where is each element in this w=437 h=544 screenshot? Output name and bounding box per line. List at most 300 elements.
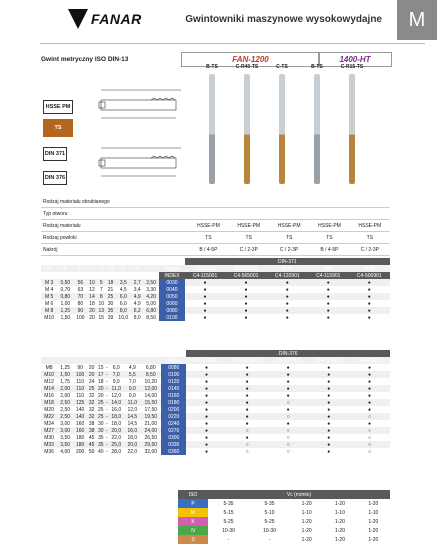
availability-mark: ●: [349, 293, 390, 300]
table-cell: 32,00: [144, 448, 158, 455]
table-spacer: [41, 272, 159, 279]
table-cell: -: [105, 385, 108, 392]
table-cell: 4,20: [143, 293, 159, 300]
iso-group-swatch: K: [178, 517, 208, 526]
index-code: C4-500901: [349, 272, 390, 279]
table-cell: 15,50: [140, 399, 161, 406]
table-cell: 20: [98, 385, 104, 392]
index-row: [41, 357, 390, 364]
availability-mark: ●: [203, 314, 207, 321]
table-cell: 24: [88, 378, 95, 385]
availability-mark: ●: [244, 314, 248, 321]
table-cell: M30: [44, 434, 54, 441]
column-header: L1: [89, 265, 95, 272]
availability-mark: ●: [367, 420, 371, 427]
property-label: Rodzaj powłoki: [41, 232, 177, 244]
table-cell: M20: [44, 406, 54, 413]
table-cell: 1,25: [60, 364, 71, 371]
availability-mark: ●: [203, 300, 207, 307]
table-cell: 14,5: [124, 413, 140, 420]
availability-mark: ●: [327, 448, 331, 455]
availability-mark: ●: [367, 406, 371, 413]
availability-mark: ●: [186, 385, 226, 392]
table-row: [41, 399, 390, 406]
table-cell: M10: [44, 314, 54, 321]
property-spacer: [177, 220, 188, 232]
property-spacer: [177, 232, 188, 244]
table-cell: 18: [107, 279, 114, 286]
property-value: TS: [229, 232, 269, 244]
table-cell: -: [105, 413, 108, 420]
vc-value: 1-20: [301, 527, 312, 534]
table-cell: 18,0: [108, 413, 124, 420]
article-code: 0360: [161, 448, 186, 455]
article-code: 0180: [161, 399, 186, 406]
table-cell: 8,0: [115, 307, 131, 314]
vc-value: 1-20: [334, 500, 345, 507]
table-cell: 4,9: [128, 364, 136, 371]
table-cell: 38: [88, 420, 95, 427]
column-header: 6HX: [267, 265, 308, 272]
table-cell: 9,0: [128, 392, 136, 399]
table-cell: 28,0: [111, 448, 122, 455]
vc-value: 1-10: [334, 509, 345, 516]
table-cell: 24,00: [140, 427, 161, 434]
table-cell: 22,0: [127, 448, 138, 455]
table-cell: 19,50: [140, 413, 161, 420]
table-cell: 80: [77, 300, 84, 307]
table-cell: 6,0: [112, 364, 120, 371]
section-tab[interactable]: M: [397, 0, 437, 40]
table-cell: 32: [88, 399, 95, 406]
property-value: HSSE-PM: [350, 220, 390, 232]
table-cell: -: [105, 378, 108, 385]
table-cell: 25,0: [108, 441, 124, 448]
availability-mark: ●: [309, 399, 349, 406]
availability-mark: ●: [349, 385, 390, 392]
availability-mark: ●: [367, 286, 371, 293]
availability-mark: ○: [349, 427, 390, 434]
table-cell: 1,75: [60, 378, 71, 385]
availability-mark: ●: [186, 371, 226, 378]
table-cell: 0,80: [57, 293, 73, 300]
availability-mark: ○: [349, 441, 390, 448]
availability-mark: ●: [367, 378, 371, 385]
table-cell: M16: [44, 392, 54, 399]
table-cell: 30: [107, 300, 114, 307]
availability-mark: ○: [268, 427, 309, 434]
table-row: [41, 448, 390, 455]
table-cell: 35: [107, 307, 114, 314]
article-code: 0240: [161, 420, 186, 427]
table-cell: 15: [98, 314, 105, 321]
availability-mark: ●: [349, 371, 390, 378]
table-cell: 3,30: [146, 286, 156, 293]
availability-mark: ○: [286, 434, 290, 441]
availability-mark: ●: [286, 364, 290, 371]
tool-type-label: C-R15-TS: [340, 64, 364, 70]
table-row: [41, 307, 390, 314]
column-header: 6HX: [349, 265, 390, 272]
table-row: [41, 420, 390, 427]
table-cell: 26,50: [144, 434, 158, 441]
tool-image: [209, 74, 215, 184]
vc-value: 1-20: [368, 500, 379, 507]
table-cell: 11,0: [124, 399, 140, 406]
din376-badge: DIN 376: [43, 171, 67, 185]
availability-mark: ●: [227, 385, 268, 392]
availability-mark: ●: [285, 300, 289, 307]
table-cell: -: [105, 371, 108, 378]
table-cell: -: [105, 434, 108, 441]
properties-table: [41, 196, 390, 256]
availability-mark: ●: [225, 293, 266, 300]
property-row: [41, 220, 390, 232]
article-code: 0100: [159, 314, 184, 321]
column-header: P: [57, 265, 73, 272]
iso-group-swatch: S: [178, 535, 208, 544]
table-cell: 8,0: [133, 314, 141, 321]
table-cell: 25: [98, 406, 104, 413]
availability-mark: ●: [205, 364, 209, 371]
availability-mark: ●: [309, 371, 349, 378]
availability-mark: ●: [286, 420, 290, 427]
table-cell: 18: [98, 378, 104, 385]
article-code: 0300: [161, 434, 186, 441]
din371-table: [41, 258, 390, 321]
tool-images: [192, 64, 392, 186]
availability-mark: ○: [227, 427, 268, 434]
table-cell: M 3: [41, 279, 57, 286]
property-row: [41, 232, 390, 244]
table-cell: 40: [98, 448, 104, 455]
table-cell: 16,0: [124, 427, 140, 434]
vc-value: 5-25: [264, 518, 275, 525]
availability-mark: ●: [367, 300, 371, 307]
table-spacer: [41, 357, 161, 364]
availability-mark: ●: [326, 286, 330, 293]
availability-mark: ●: [285, 314, 289, 321]
table-row: [41, 371, 390, 378]
table-cell: M 4: [44, 286, 54, 293]
table-cell: 3,50: [60, 434, 71, 441]
column-header: 6HX: [308, 265, 349, 272]
property-label: Rodzaj materiału obrabianego: [41, 196, 177, 208]
vc-value: 1-20: [368, 518, 379, 525]
table-cell: M33: [41, 441, 57, 448]
table-cell: M 5: [41, 293, 57, 300]
table-cell: 21: [107, 286, 114, 293]
availability-mark: ●: [186, 399, 226, 406]
table-din-row: [41, 350, 390, 357]
table-cell: 10: [89, 279, 95, 286]
table-cell: 1,50: [57, 371, 73, 378]
article-code: 0050: [159, 293, 184, 300]
table-cell: 10,0: [118, 314, 129, 321]
table-cell: 63: [77, 286, 84, 293]
table-cell: 12,00: [140, 385, 161, 392]
property-value: B / 4-5P: [188, 244, 228, 256]
table-cell: 20: [88, 364, 95, 371]
availability-mark: ●: [326, 314, 330, 321]
tap-drawing: [96, 68, 196, 188]
availability-mark: ●: [308, 293, 349, 300]
table-cell: 3,00: [60, 420, 71, 427]
availability-mark: ○: [268, 441, 309, 448]
table-cell: 110: [73, 385, 87, 392]
vc-row: [178, 508, 390, 517]
availability-mark: ●: [244, 300, 248, 307]
availability-mark: ●: [326, 300, 330, 307]
table-cell: 18,0: [127, 434, 138, 441]
table-cell: 32: [88, 392, 95, 399]
availability-mark: ●: [327, 364, 331, 371]
table-cell: 1,00: [60, 300, 71, 307]
table-header-row: [41, 265, 390, 272]
property-row: [41, 208, 390, 220]
property-value: [269, 196, 309, 208]
table-cell: 12,0: [127, 406, 138, 413]
property-value: [350, 196, 390, 208]
table-cell: 11,0: [108, 385, 124, 392]
table-cell: 38: [88, 427, 95, 434]
tool-image: [314, 74, 320, 184]
table-cell: 2,50: [57, 413, 73, 420]
table-cell: 2,50: [57, 399, 73, 406]
vc-value: 5-25: [223, 518, 234, 525]
table-cell: 4,00: [60, 448, 71, 455]
table-cell: 14,0: [108, 399, 124, 406]
article-code: 0330: [161, 441, 186, 448]
property-value: C / 2-3P: [229, 244, 269, 256]
availability-mark: ●: [327, 378, 331, 385]
table-cell: M27: [41, 427, 57, 434]
property-label: Nakrój: [41, 244, 177, 256]
column-header: M: [41, 265, 57, 272]
availability-mark: ●: [286, 406, 290, 413]
table-cell: 22,0: [111, 434, 122, 441]
availability-mark: ●: [308, 279, 349, 286]
availability-mark: ○: [367, 448, 371, 455]
property-value: HSSE-PM: [188, 220, 228, 232]
tool-image: [244, 74, 250, 184]
column-header: ISO2 (6H): [225, 265, 266, 272]
property-row: [41, 244, 390, 256]
table-cell: 25: [98, 399, 104, 406]
availability-mark: ●: [227, 371, 268, 378]
property-row: [41, 196, 390, 208]
availability-mark: ●: [245, 434, 249, 441]
table-cell: 14: [89, 293, 95, 300]
vc-value: 1-20: [334, 536, 345, 543]
table-cell: 140: [73, 413, 87, 420]
tool-type-label: B-TS: [206, 64, 218, 70]
availability-mark: ●: [205, 392, 209, 399]
availability-mark: ●: [185, 293, 226, 300]
vc-value: 1-10: [368, 509, 379, 516]
availability-mark: ●: [267, 279, 308, 286]
table-row: [41, 293, 390, 300]
article-code: 0220: [161, 413, 186, 420]
table-cell: 180: [73, 441, 87, 448]
table-cell: 9,0: [124, 385, 140, 392]
availability-mark: ●: [327, 420, 331, 427]
table-cell: 4,9: [131, 293, 143, 300]
availability-mark: ●: [227, 399, 268, 406]
article-code: 0080: [159, 307, 184, 314]
availability-mark: ●: [327, 392, 331, 399]
availability-mark: ●: [327, 406, 331, 413]
table-row: [41, 279, 390, 286]
availability-mark: ○: [367, 434, 371, 441]
table-cell: 5,00: [146, 300, 156, 307]
table-cell: 5: [97, 279, 106, 286]
table-spacer: [41, 350, 186, 357]
availability-mark: ●: [245, 392, 249, 399]
table-cell: 5,5: [124, 371, 140, 378]
table-cell: 9,0: [112, 378, 120, 385]
availability-mark: ●: [286, 378, 290, 385]
hsse-pm-badge: HSSE PM: [43, 100, 73, 114]
table-row: [41, 406, 390, 413]
table-cell: 17: [98, 371, 104, 378]
index-code: C4-565001: [225, 272, 266, 279]
availability-mark: ●: [349, 307, 390, 314]
table-cell: M10: [41, 371, 57, 378]
article-code: 0060: [159, 300, 184, 307]
table-cell: 3,4: [133, 286, 141, 293]
table-cell: 7,0: [108, 371, 124, 378]
property-value: [309, 208, 349, 220]
vc-value: 1-10: [301, 509, 312, 516]
table-cell: 100: [73, 371, 87, 378]
availability-mark: ●: [245, 406, 249, 413]
product-fan1200: FAN-1200: [181, 52, 320, 67]
property-value: [309, 196, 349, 208]
availability-mark: ●: [186, 413, 226, 420]
table-cell: 160: [75, 420, 85, 427]
table-cell: 1,50: [60, 314, 71, 321]
availability-mark: ●: [367, 392, 371, 399]
brand-logo: [68, 9, 142, 29]
table-cell: -: [105, 392, 108, 399]
table-cell: 14,00: [144, 392, 158, 399]
table-cell: 0,50: [57, 279, 73, 286]
table-cell: 50: [88, 448, 95, 455]
table-cell: 25: [98, 413, 104, 420]
table-cell: 35: [98, 441, 104, 448]
table-cell: 56: [73, 279, 87, 286]
vc-value: 5-35: [264, 500, 275, 507]
vc-row: [178, 499, 390, 508]
table-cell: 160: [73, 427, 87, 434]
table-cell: 7: [99, 286, 103, 293]
table-cell: M22: [41, 413, 57, 420]
din-title: DIN-376: [186, 350, 390, 357]
page-header: [0, 0, 437, 40]
availability-mark: ●: [349, 399, 390, 406]
table-cell: 20: [89, 314, 95, 321]
index-code: D4-115901: [309, 357, 349, 364]
table-cell: 110: [76, 378, 85, 385]
availability-mark: ●: [349, 279, 390, 286]
table-cell: 3,5: [115, 279, 131, 286]
index-code: D4-120901: [268, 357, 309, 364]
din371-badge: DIN 371: [43, 147, 67, 161]
vc-value: 1-20: [368, 536, 379, 543]
vc-iso-header: ISO: [178, 490, 208, 499]
table-cell: 25: [107, 293, 114, 300]
table-cell: 6,80: [145, 364, 156, 371]
availability-mark: ●: [285, 286, 289, 293]
table-row: [41, 378, 390, 385]
availability-mark: ●: [268, 385, 309, 392]
availability-mark: ●: [245, 420, 249, 427]
article-code: 0140: [161, 385, 186, 392]
availability-mark: ●: [186, 441, 226, 448]
vc-row: [178, 517, 390, 526]
table-din-row: [41, 258, 390, 265]
availability-mark: ●: [203, 286, 207, 293]
property-value: [350, 208, 390, 220]
table-cell: -: [105, 420, 108, 427]
section-subtitle: Gwint metryczny ISO DIN-13: [41, 56, 129, 63]
vc-value: 1-20: [368, 527, 379, 534]
availability-mark: ●: [205, 420, 209, 427]
table-cell: -: [105, 364, 108, 371]
table-cell: 13: [98, 307, 105, 314]
availability-mark: ●: [309, 441, 349, 448]
table-cell: 16,0: [111, 406, 122, 413]
product-1400ht: 1400-HT: [318, 52, 392, 67]
vc-value: -: [227, 536, 230, 543]
table-cell: 45: [88, 434, 95, 441]
table-cell: 3,00: [57, 427, 73, 434]
din-title: DIN-371: [185, 258, 390, 265]
table-cell: 6,0: [119, 300, 127, 307]
spec-badges: [43, 100, 73, 190]
table-row: [41, 413, 390, 420]
availability-mark: ●: [205, 448, 209, 455]
property-value: [188, 196, 228, 208]
table-cell: 4,9: [133, 300, 141, 307]
availability-mark: ○: [268, 413, 309, 420]
table-cell: 125: [73, 399, 87, 406]
index-code: C4-120901: [267, 272, 308, 279]
brand-name: FANAR: [91, 11, 142, 27]
table-row: [41, 314, 390, 321]
availability-mark: ●: [267, 307, 308, 314]
table-row: [41, 441, 390, 448]
table-cell: 12,0: [111, 392, 122, 399]
availability-mark: ●: [286, 392, 290, 399]
table-cell: 10,20: [144, 378, 158, 385]
article-code: 0200: [161, 406, 186, 413]
table-row: [41, 434, 390, 441]
property-label: Typ otworu: [41, 208, 177, 220]
table-cell: -: [105, 448, 108, 455]
table-cell: 32: [88, 406, 95, 413]
availability-mark: ●: [309, 413, 349, 420]
vc-value: 1-20: [334, 527, 345, 534]
property-spacer: [177, 244, 188, 256]
table-cell: 100: [76, 314, 85, 321]
column-header: L: [73, 265, 87, 272]
header-divider: [40, 43, 425, 44]
table-cell: 3,50: [57, 441, 73, 448]
availability-mark: ○: [227, 441, 268, 448]
table-cell: 2,50: [143, 279, 159, 286]
